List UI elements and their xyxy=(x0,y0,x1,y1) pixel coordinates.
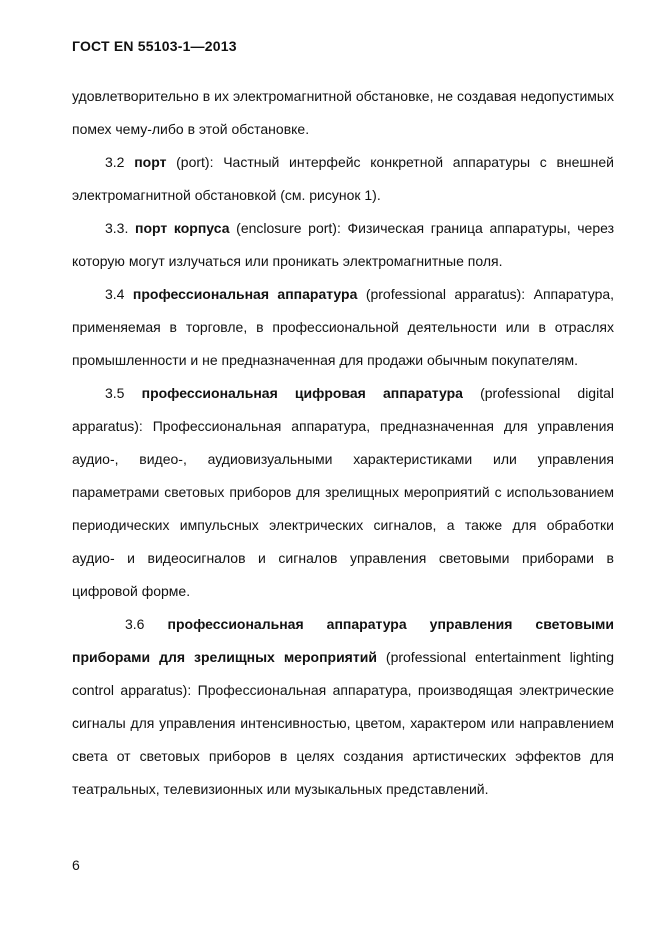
clause-number: 3.3. xyxy=(105,220,129,236)
definition-3-4 xyxy=(72,278,614,377)
term: профессиональная цифровая аппаратура xyxy=(141,385,463,401)
document-header: ГОСТ EN 55103-1—2013 xyxy=(72,38,237,54)
definition-text: (enclosure port): Физическая граница аппаратуры, через которую могут излучаться или проникать электромагнитные поля. xyxy=(72,220,615,269)
clause-number: 3.5 xyxy=(105,385,125,401)
term: профессиональная аппаратура управления световыми приборами для зрелищных мероприятий xyxy=(72,616,614,665)
term: порт корпуса xyxy=(135,220,230,236)
clause-number: 3.4 xyxy=(105,286,125,302)
definition-3-2 xyxy=(72,146,614,212)
definition-3-6 xyxy=(72,608,614,806)
term: профессиональная аппаратура xyxy=(132,286,358,302)
definition-text: (professional digital apparatus): Профессиональная аппаратура, предназначенная для управления аудио-, видео-, аудиовизуальными характеристиками или управления параметрами световых приборов для зрелищных мероприятий с использованием периодических импульсных электрических сигналов, а также для обработки аудио- и видеосигналов и сигналов управления световыми приборами в цифровой форме. xyxy=(72,385,614,599)
definition-text: (professional entertainment lighting control apparatus): Профессиональная аппаратура, производящая электрические сигналы для управления интенсивностью, цветом, характером или направлением света от световых приборов в целях создания артистических эффектов для театральных, телевизионных или музыкальных представлений. xyxy=(72,649,614,797)
definition-text: (professional apparatus): Аппаратура, применяемая в торговле, в профессиональной деятельности или в отраслях промышленности и не предназначенная для продажи обычным покупателям. xyxy=(72,286,615,368)
clause-number: 3.6 xyxy=(125,616,145,632)
clause-number: 3.2 xyxy=(105,154,125,170)
definition-3-3 xyxy=(72,212,614,278)
definition-3-5 xyxy=(72,377,614,608)
paragraph-text: удовлетворительно в их электромагнитной обстановке, не создавая недопустимых помех чему-либо в этой обстановке. xyxy=(72,88,614,137)
paragraph-continuation xyxy=(72,80,614,146)
term: порт xyxy=(134,154,167,170)
page-number: 6 xyxy=(72,857,80,873)
definition-text: (port): Частный интерфейс конкретной аппаратуры с внешней электромагнитной обстановкой (см. рисунок 1). xyxy=(72,154,614,203)
document-body xyxy=(72,80,614,806)
